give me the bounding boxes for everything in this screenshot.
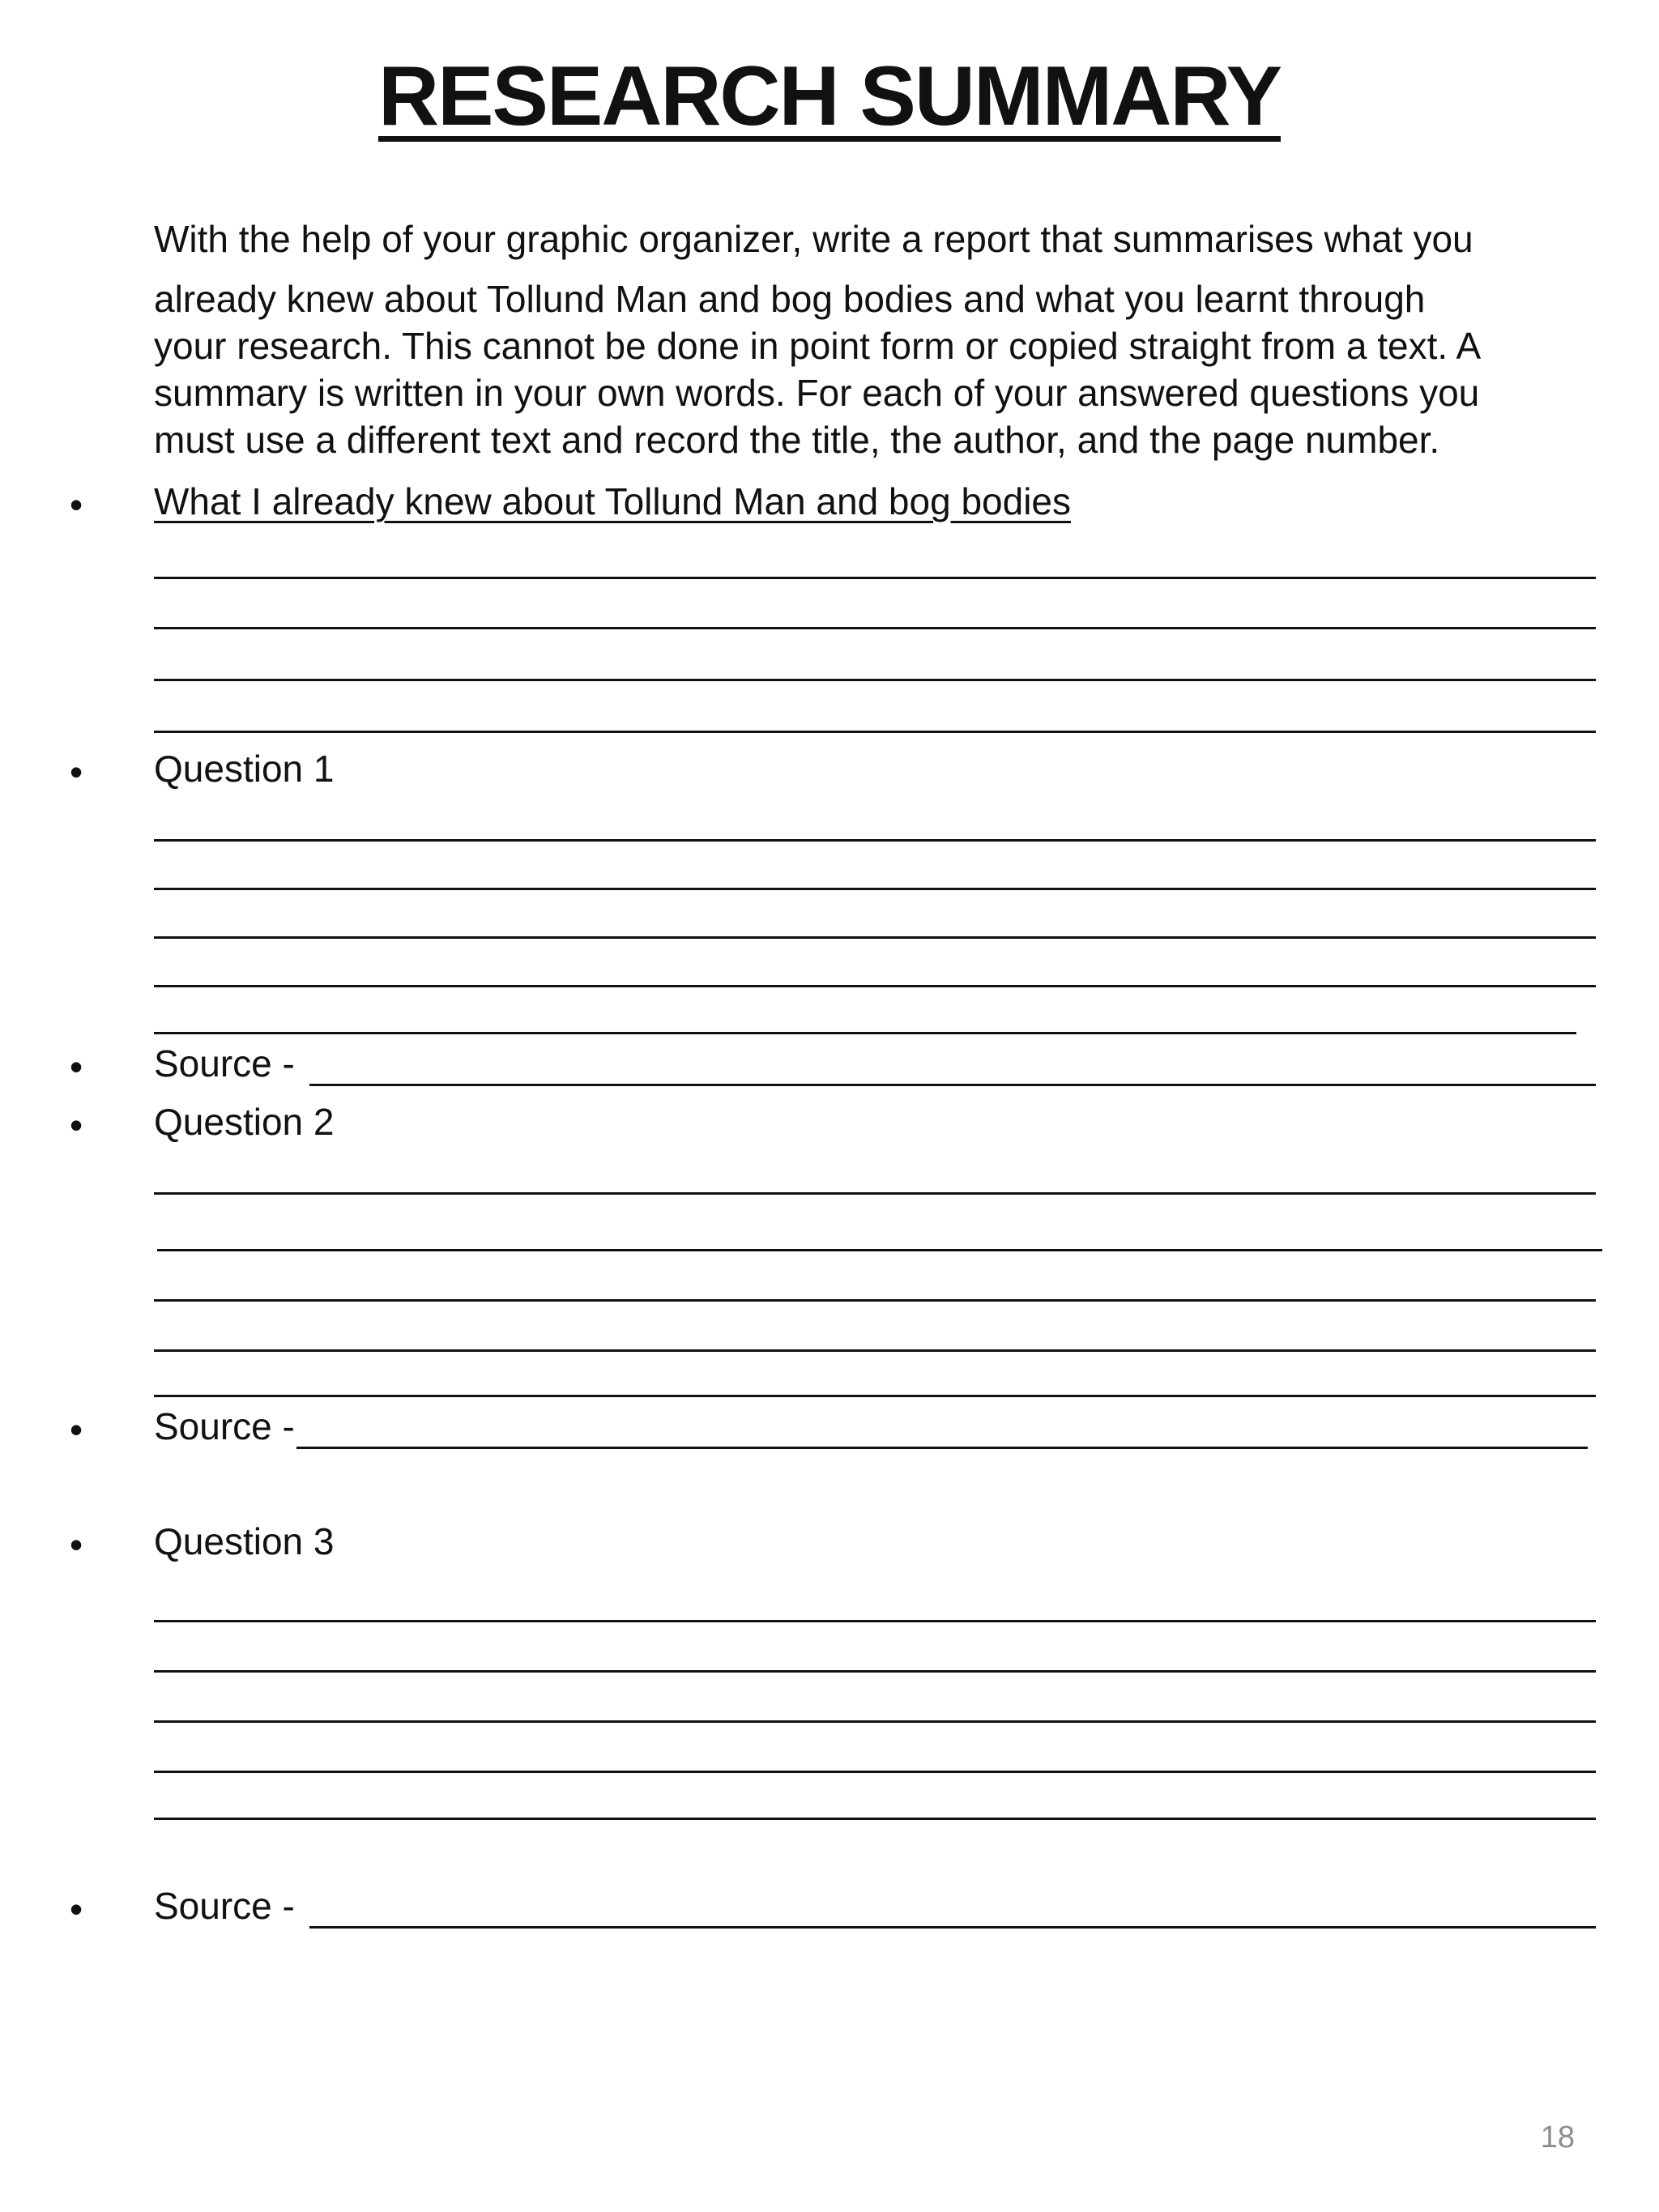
- source-field-3[interactable]: [309, 1926, 1596, 1929]
- answer-line-question-2-4[interactable]: [154, 1349, 1596, 1352]
- instructions-paragraph: [154, 215, 1596, 463]
- page-title-text: RESEARCH SUMMARY: [378, 49, 1281, 143]
- page-title: [0, 50, 1659, 143]
- bullet-question-2: •: [70, 1104, 83, 1146]
- answer-line-question-3-5[interactable]: [154, 1818, 1596, 1820]
- source-field-2[interactable]: [296, 1447, 1588, 1449]
- source-field-1[interactable]: [309, 1084, 1596, 1086]
- answer-line-question-2-3[interactable]: [154, 1299, 1596, 1302]
- answer-line-knew-1[interactable]: [154, 577, 1596, 579]
- answer-line-knew-3[interactable]: [154, 679, 1596, 681]
- bullet-question-3: •: [70, 1524, 83, 1566]
- bullet-question-1: •: [70, 751, 83, 793]
- source-label-1: Source -: [154, 1042, 295, 1085]
- answer-line-knew-4[interactable]: [154, 731, 1596, 733]
- section-label-question-2: Question 2: [154, 1101, 335, 1143]
- answer-line-question-1-1[interactable]: [154, 839, 1596, 842]
- answer-line-question-3-1[interactable]: [154, 1620, 1596, 1622]
- source-label-2: Source -: [154, 1405, 295, 1447]
- answer-line-question-1-3[interactable]: [154, 936, 1596, 939]
- bullet-source-1: •: [70, 1046, 83, 1088]
- page-number: 18: [1540, 2120, 1575, 2154]
- instructions-line: already knew about Tollund Man and bog bodies and what you learnt through: [154, 278, 1426, 320]
- bullet-source-2: •: [70, 1409, 83, 1451]
- answer-line-question-2-5[interactable]: [154, 1395, 1596, 1397]
- section-label-question-3: Question 3: [154, 1520, 335, 1562]
- answer-line-question-1-2[interactable]: [154, 888, 1596, 890]
- answer-line-question-1-5[interactable]: [154, 1032, 1576, 1034]
- instructions-line: summary is written in your own words. For each of your answered questions you: [154, 372, 1480, 414]
- answer-line-question-1-4[interactable]: [154, 985, 1596, 987]
- answer-line-question-2-1[interactable]: [154, 1192, 1596, 1195]
- source-label-3: Source -: [154, 1885, 295, 1927]
- instructions-line: With the help of your graphic organizer, write a report that summarises what you: [154, 218, 1473, 260]
- answer-line-question-3-2[interactable]: [154, 1670, 1596, 1673]
- instructions-line: must use a different text and record the title, the author, and the page number.: [154, 419, 1440, 461]
- answer-line-question-3-4[interactable]: [154, 1771, 1596, 1773]
- bullet-knew: •: [70, 484, 83, 526]
- bullet-source-3: •: [70, 1888, 83, 1930]
- answer-line-question-3-3[interactable]: [154, 1720, 1596, 1723]
- section-label-knew: What I already knew about Tollund Man and bog bodies: [154, 480, 1072, 522]
- answer-line-question-2-2[interactable]: [157, 1249, 1602, 1251]
- section-label-question-1: Question 1: [154, 748, 335, 790]
- answer-line-knew-2[interactable]: [154, 627, 1596, 629]
- instructions-line: your research. This cannot be done in point form or copied straight from a text. A: [154, 325, 1482, 367]
